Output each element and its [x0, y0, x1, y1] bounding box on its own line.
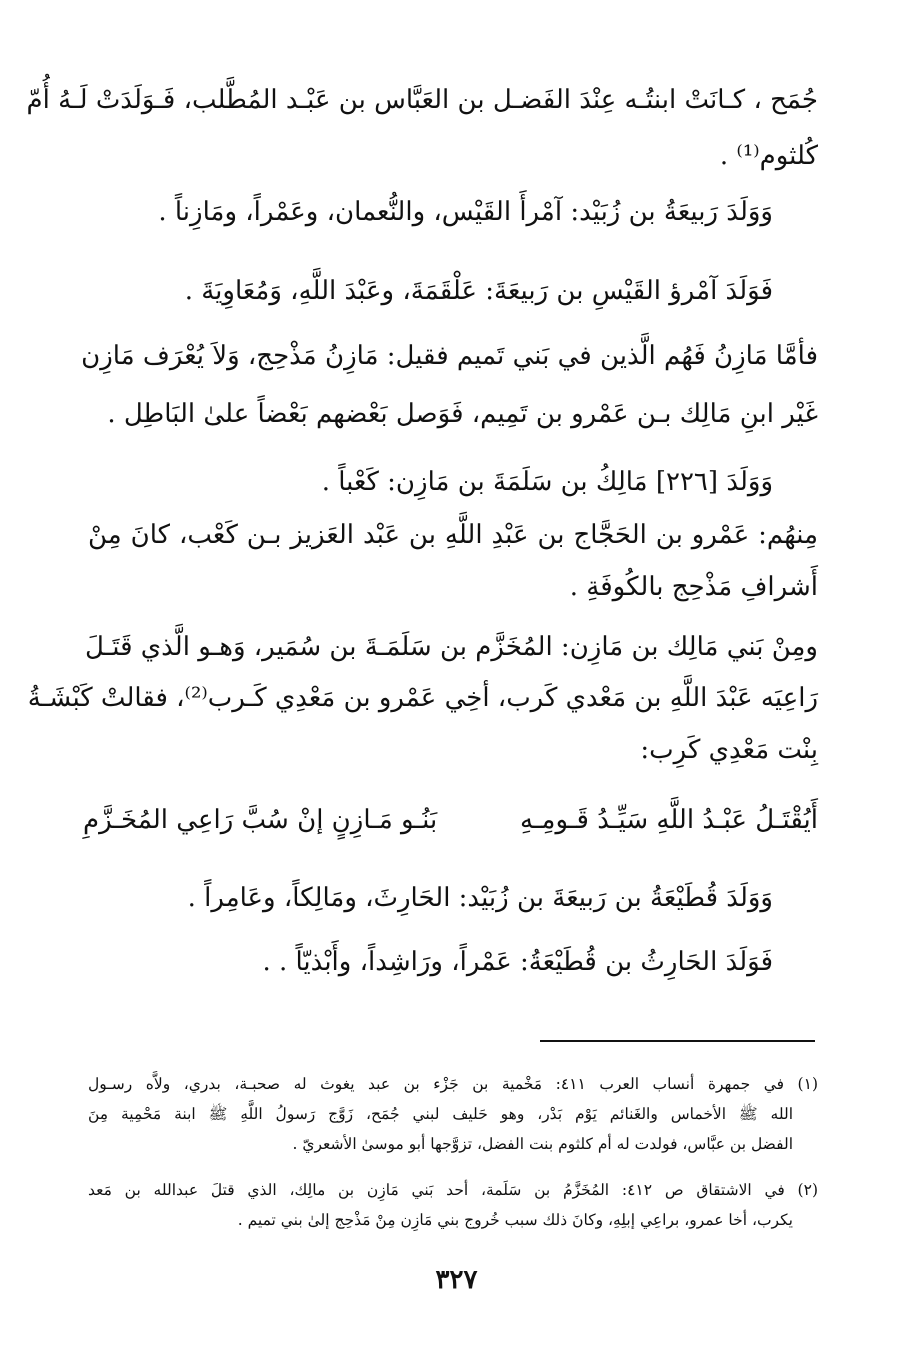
- body-line: وَوَلَدَ رَبيعَةُ بن زُبَيْد: آمْرأَ القَيْس، والنُّعمان، وعَمْراً، ومَازِناً .: [158, 197, 773, 227]
- page-number: ٣٢٧: [435, 1265, 478, 1295]
- body-line: فَوَلَدَ الحَارِثُ بن قُطَيْعَةُ: عَمْراً، ورَاشِداً، وأَبْذيّاً . .: [262, 947, 773, 977]
- footnote-line: (٢) في الاشتقاق ص ٤١٢: المُخَزَّمُ بن سَلَمة، أحد بَني مَازِن بن مالِك، الذي قتلَ عبدالله بن مَعد: [88, 1181, 818, 1199]
- body-line: غَيْر ابنِ مَالِك بـن عَمْرو بن تَمِيم، فَوَصل بَعْضهم بَعْضاً علىٰ البَاطِل .: [107, 399, 818, 429]
- body-line: جُمَح ، كـانَتْ ابنتُـه عِنْدَ الفَضـل بن العَبَّاس بن عَبْـد المُطَّلب، فَـوَلَدَتْ لَـهُ أُمّ: [26, 85, 818, 115]
- footnote-line: (١) في جمهرة أنساب العرب ٤١١: مَخْمية بن جَزْء بن عبد يغوث له صحبـة، بدري، ولاَّه رسـول: [88, 1075, 818, 1093]
- body-line: كُلثوم⁽¹⁾ .: [719, 141, 818, 171]
- footnote-divider: [540, 1040, 815, 1042]
- verse-first-hemistich: أَيُقْتَـلُ عَبْـدُ اللَّهِ سَيِّـدُ قَـومِـهِ: [520, 805, 818, 835]
- footnote-line: الله ﷺ الأخماس والغَنائم يَوْم بَدْر، وهو حَليف لبني جُمَح، زَوَّج رَسولُ اللَّهِ ﷺ ابنة مَحْمِية مِنَ: [88, 1105, 793, 1123]
- body-line: وَوَلَدَ [٢٢٦] مَالِكُ بن سَلَمَةَ بن مَازِن: كَعْباً .: [321, 467, 773, 497]
- footnote-line: الفضل بن عبَّاس، فولدت له أم كلثوم بنت الفضل، تزوَّجها أبو موسىٰ الأشعريّ .: [292, 1135, 793, 1153]
- body-line: أَشرافِ مَذْحِج بالكُوفَةِ .: [569, 572, 818, 602]
- poem-verse: [83, 800, 818, 840]
- body-line: فَوَلَدَ آمْرؤ القَيْسِ بن رَبيعَةَ: عَلْقَمَةَ، وعَبْدَ اللَّهِ، وَمُعَاوِيَةَ .: [184, 276, 773, 306]
- body-line: بِنْت مَعْدِي كَرِب:: [640, 735, 818, 765]
- body-line: وَوَلَدَ قُطَيْعَةُ بن رَبيعَةَ بن زُبَيْد: الحَارِثَ، ومَالِكاً، وعَامِراً .: [187, 883, 773, 913]
- body-line: رَاعِيَه عَبْدَ اللَّهِ بن مَعْدي كَرب، أخِي عَمْرو بن مَعْدِي كَـرب⁽²⁾، فقالتْ كَبْشَـةُ: [27, 683, 818, 713]
- body-line: مِنهُم: عَمْرو بن الحَجَّاج بن عَبْدِ اللَّهِ بن عَبْد العَزيز بـن كَعْب، كانَ مِنْ: [88, 520, 818, 550]
- verse-second-hemistich: بَنُـو مَـازِنٍ إنْ سُبَّ رَاعِي المُخَـزَّمِ: [83, 805, 438, 835]
- body-line: ومِنْ بَني مَالِك بن مَازِن: المُخَزَّم بن سَلَمَـةَ بن سُمَير، وَهـو الَّذي قَتَـلَ: [84, 632, 818, 662]
- footnote-line: يكرب، أخا عمرو، براعِي إبلِهِ، وكانَ ذلك سبب خُروج بني مَازِن مِنْ مَذْحِج إلىٰ بني تميم .: [237, 1211, 793, 1229]
- body-line: فأمَّا مَازِنُ فَهُم الَّذين في بَني تَميم فقيل: مَازِنُ مَذْحِج، وَلاَ يُعْرَف مَازِن: [81, 341, 818, 371]
